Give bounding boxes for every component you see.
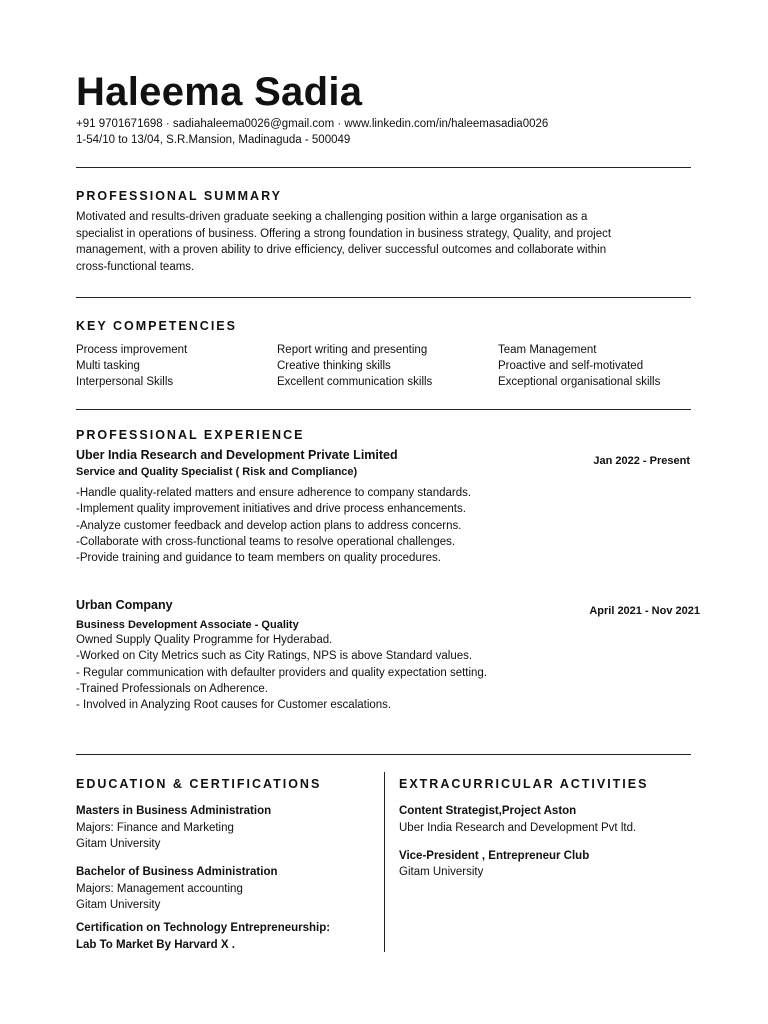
education-degree: Masters in Business Administration — [76, 805, 272, 817]
competencies-column — [277, 342, 432, 390]
job-bullet: -Collaborate with cross-functional teams to resolve operational challenges. — [76, 535, 456, 548]
job-bullet: Owned Supply Quality Programme for Hyderabad. — [76, 634, 333, 646]
job-dates: April 2021 - Nov 2021 — [589, 605, 700, 617]
contact-line: +91 9701671698 · sadiahaleema0026@gmail.com · www.linkedin.com/in/haleemasadia0026 — [76, 118, 549, 130]
job-bullet: - Involved in Analyzing Root causes for Customer escalations. — [76, 699, 392, 712]
competency-item: Interpersonal Skills — [76, 376, 174, 388]
activity-org: Gitam University — [399, 866, 484, 878]
job-bullet: -Worked on City Metrics such as City Ratings, NPS is above Standard values. — [76, 650, 473, 663]
competency-item: Team Management — [498, 344, 597, 356]
extracurricular-heading: EXTRACURRICULAR ACTIVITIES — [399, 777, 649, 791]
job-bullet: - Regular communication with defaulter providers and quality expectation setting. — [76, 666, 488, 679]
summary-heading: PROFESSIONAL SUMMARY — [76, 189, 282, 203]
experience-heading: PROFESSIONAL EXPERIENCE — [76, 428, 305, 442]
summary-line: specialist in operations of business. Offering a strong foundation in business strategy, Quality, and project — [76, 227, 612, 240]
education-school: Gitam University — [76, 899, 161, 911]
section-divider — [76, 754, 691, 755]
summary-line: management, with a proven ability to drive efficiency, deliver successful outcomes and collaborate within — [76, 244, 607, 256]
activity-org: Uber India Research and Development Pvt ltd. — [399, 822, 637, 834]
education-detail: Majors: Finance and Marketing — [76, 822, 234, 834]
job-bullets — [76, 632, 487, 713]
activity-title: Content Strategist,Project Aston — [399, 805, 577, 817]
certification-title: Certification on Technology Entrepreneurship: — [76, 922, 331, 934]
column-divider — [384, 772, 385, 952]
summary-line: Motivated and results-driven graduate seeking a challenging position within a large organisation as a — [76, 211, 588, 223]
competency-item: Excellent communication skills — [277, 376, 433, 388]
job-bullet: -Implement quality improvement initiatives and drive process enhancements. — [76, 503, 466, 516]
competency-item: Multi tasking — [76, 360, 140, 372]
job-dates: Jan 2022 - Present — [593, 455, 690, 467]
job-company: Uber India Research and Development Private Limited — [76, 448, 398, 462]
summary-line: cross-functional teams. — [76, 260, 195, 273]
job-role: Business Development Associate - Quality — [76, 619, 299, 631]
job-bullet: -Handle quality-related matters and ensure adherence to company standards. — [76, 487, 472, 499]
job-bullet: -Trained Professionals on Adherence. — [76, 682, 268, 695]
job-role: Service and Quality Specialist ( Risk and Compliance) — [76, 466, 358, 478]
job-company: Urban Company — [76, 598, 173, 612]
job-bullet: -Provide training and guidance to team members on quality procedures. — [76, 552, 442, 565]
job-bullet: -Analyze customer feedback and develop action plans to address concerns. — [76, 519, 462, 532]
education-degree: Bachelor of Business Administration — [76, 866, 278, 878]
section-divider — [76, 297, 691, 298]
education-school: Gitam University — [76, 838, 161, 850]
section-divider — [76, 409, 691, 410]
activity-title: Vice-President , Entrepreneur Club — [399, 850, 590, 862]
section-divider — [76, 167, 691, 168]
address-line: 1-54/10 to 13/04, S.R.Mansion, Madinaguda - 500049 — [76, 134, 351, 146]
competency-item: Exceptional organisational skills — [498, 376, 661, 388]
competency-item: Creative thinking skills — [277, 360, 391, 372]
competencies-column — [498, 342, 660, 390]
competency-item: Proactive and self-motivated — [498, 360, 644, 372]
education-detail: Majors: Management accounting — [76, 883, 243, 895]
competency-item: Report writing and presenting — [277, 344, 428, 356]
competency-item: Process improvement — [76, 344, 188, 356]
certification-title-cont: Lab To Market By Harvard X . — [76, 939, 235, 951]
competencies-heading: KEY COMPETENCIES — [76, 319, 237, 333]
competencies-column — [76, 342, 187, 390]
summary-text — [76, 209, 676, 275]
education-heading: EDUCATION & CERTIFICATIONS — [76, 777, 322, 791]
job-bullets — [76, 485, 471, 566]
candidate-name: Haleema Sadia — [76, 70, 363, 114]
